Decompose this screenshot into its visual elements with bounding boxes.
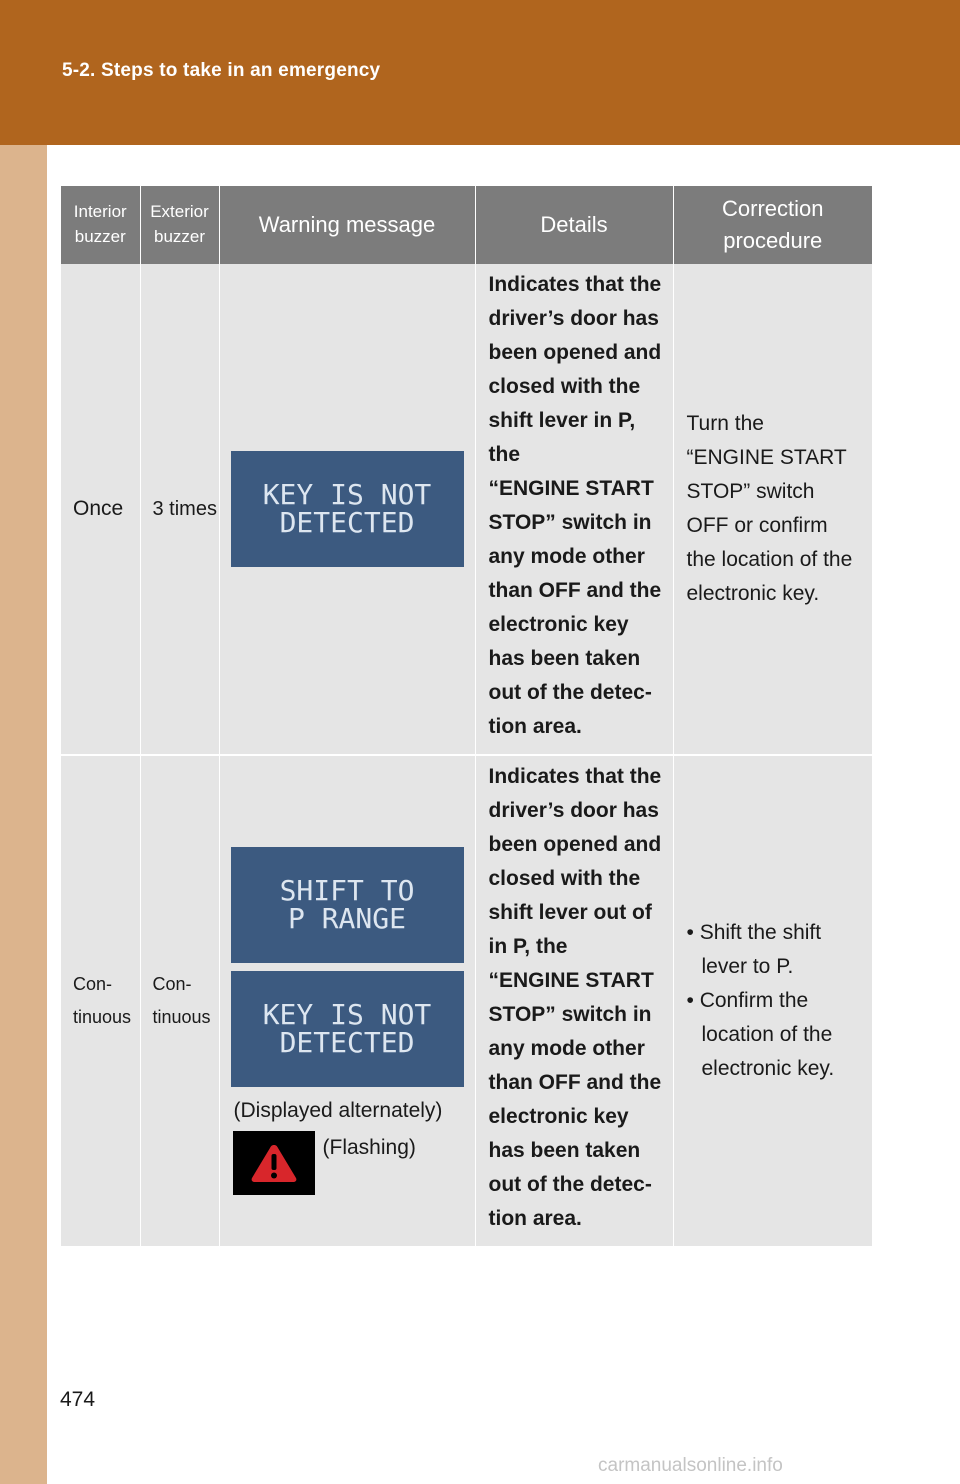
side-strip (0, 145, 47, 1484)
details-line: STOP” switch in (488, 511, 652, 535)
details-line: any mode other (488, 1037, 645, 1061)
details-line: than OFF and the (488, 1071, 662, 1095)
page-number: 474 (60, 1388, 96, 1411)
correction-cell (673, 264, 872, 755)
section-title: 5-2. Steps to take in an emergency (62, 60, 381, 81)
correction-bullets (687, 916, 867, 1086)
correction-line: electronic key. (701, 1057, 835, 1081)
details-line: electronic key (488, 613, 629, 637)
col-interior-buzzer-line2: buzzer (74, 227, 126, 246)
details-line: shift lever out of (488, 901, 652, 925)
correction-line: the location of the (686, 548, 853, 572)
details-cell (475, 755, 673, 1247)
correction-line: STOP” switch (686, 480, 815, 504)
correction-line: lever to P. (701, 955, 794, 979)
col-details: Details (475, 186, 673, 264)
lcd-line: DETECTED (279, 1026, 415, 1060)
interior-line: tinuous (73, 1007, 132, 1028)
correction-line: electronic key. (686, 582, 820, 606)
lcd-line: KEY IS NOT (262, 998, 432, 1032)
flashing-label: (Flashing) (322, 1136, 416, 1160)
page-header (0, 0, 960, 145)
warning-table (61, 186, 872, 1248)
correction-line: Confirm the (699, 989, 809, 1013)
details-cell (475, 264, 673, 755)
list-item: • Confirm the location of the electronic key. (686, 989, 835, 1081)
col-correction (673, 186, 872, 264)
details-line: tion area. (488, 1207, 582, 1231)
list-item: • Shift the shift lever to P. (686, 921, 822, 979)
exterior-line: tinuous (152, 1007, 211, 1028)
col-exterior-buzzer (140, 186, 219, 264)
lcd-line: P RANGE (287, 902, 406, 936)
table-row (61, 264, 872, 755)
exterior-buzzer-cell (140, 755, 219, 1247)
details-line: out of the detec- (488, 681, 652, 705)
exterior-line: Con- (152, 974, 192, 995)
correction-line: Shift the shift (699, 921, 822, 945)
warning-light-box (233, 1131, 315, 1195)
col-correction-line1: Correction (722, 196, 824, 222)
interior-line: Con- (73, 974, 113, 995)
lcd-line: SHIFT TO (279, 874, 415, 908)
details-line: closed with the (488, 375, 641, 399)
details-line: “ENGINE START (488, 969, 654, 993)
lcd-line: DETECTED (279, 506, 415, 540)
correction-line: “ENGINE START (686, 446, 847, 470)
lcd-display-key-not-detected (231, 451, 464, 567)
interior-buzzer-cell (61, 755, 140, 1247)
details-line: than OFF and the (488, 579, 662, 603)
details-line: electronic key (488, 1105, 629, 1129)
correction-cell (673, 755, 872, 1247)
details-line: driver’s door has (488, 307, 659, 331)
details-line: been opened and (488, 833, 662, 857)
table-header-row (61, 186, 872, 264)
details-line: Indicates that the (488, 273, 662, 296)
details-line: driver’s door has (488, 799, 659, 823)
warning-message-cell (219, 264, 475, 755)
table-row (61, 755, 872, 1247)
warning-message-cell (219, 755, 475, 1247)
col-interior-buzzer-line1: Interior (73, 202, 127, 222)
interior-buzzer-cell: Once (61, 264, 140, 755)
col-exterior-buzzer-line2: buzzer (153, 227, 206, 246)
details-line: Indicates that the (488, 765, 662, 789)
details-line: in P, the (488, 935, 568, 959)
footer-watermark: carmanualsonline.info (598, 1455, 783, 1476)
col-correction-line2: procedure (723, 228, 823, 253)
details-line: tion area. (488, 715, 582, 739)
lcd-display-key-not-detected (231, 971, 464, 1087)
details-line: out of the detec- (488, 1173, 652, 1197)
lcd-line: KEY IS NOT (262, 478, 432, 512)
details-line: been opened and (488, 341, 662, 365)
lcd-display-shift-to-p-range (231, 847, 464, 963)
details-line: has been taken (488, 647, 641, 671)
details-line: any mode other (488, 545, 645, 569)
correction-line: location of the (701, 1023, 833, 1047)
flashing-indicator (233, 1131, 475, 1195)
correction-line: Turn the (686, 412, 764, 436)
col-interior-buzzer (61, 186, 140, 264)
col-warning-message: Warning message (219, 186, 475, 264)
correction-line: OFF or confirm (686, 514, 828, 538)
exclamation-triangle-icon (250, 1143, 298, 1183)
details-line: has been taken (488, 1139, 641, 1163)
displayed-alternately-note: (Displayed alternately) (233, 1099, 443, 1123)
details-line: shift lever in P, the (488, 409, 636, 467)
details-line: STOP” switch in (488, 1003, 652, 1027)
col-exterior-buzzer-line1: Exterior (150, 202, 209, 222)
details-line: “ENGINE START (488, 477, 654, 501)
exterior-buzzer-cell: 3 times (140, 264, 219, 755)
details-line: closed with the (488, 867, 641, 891)
